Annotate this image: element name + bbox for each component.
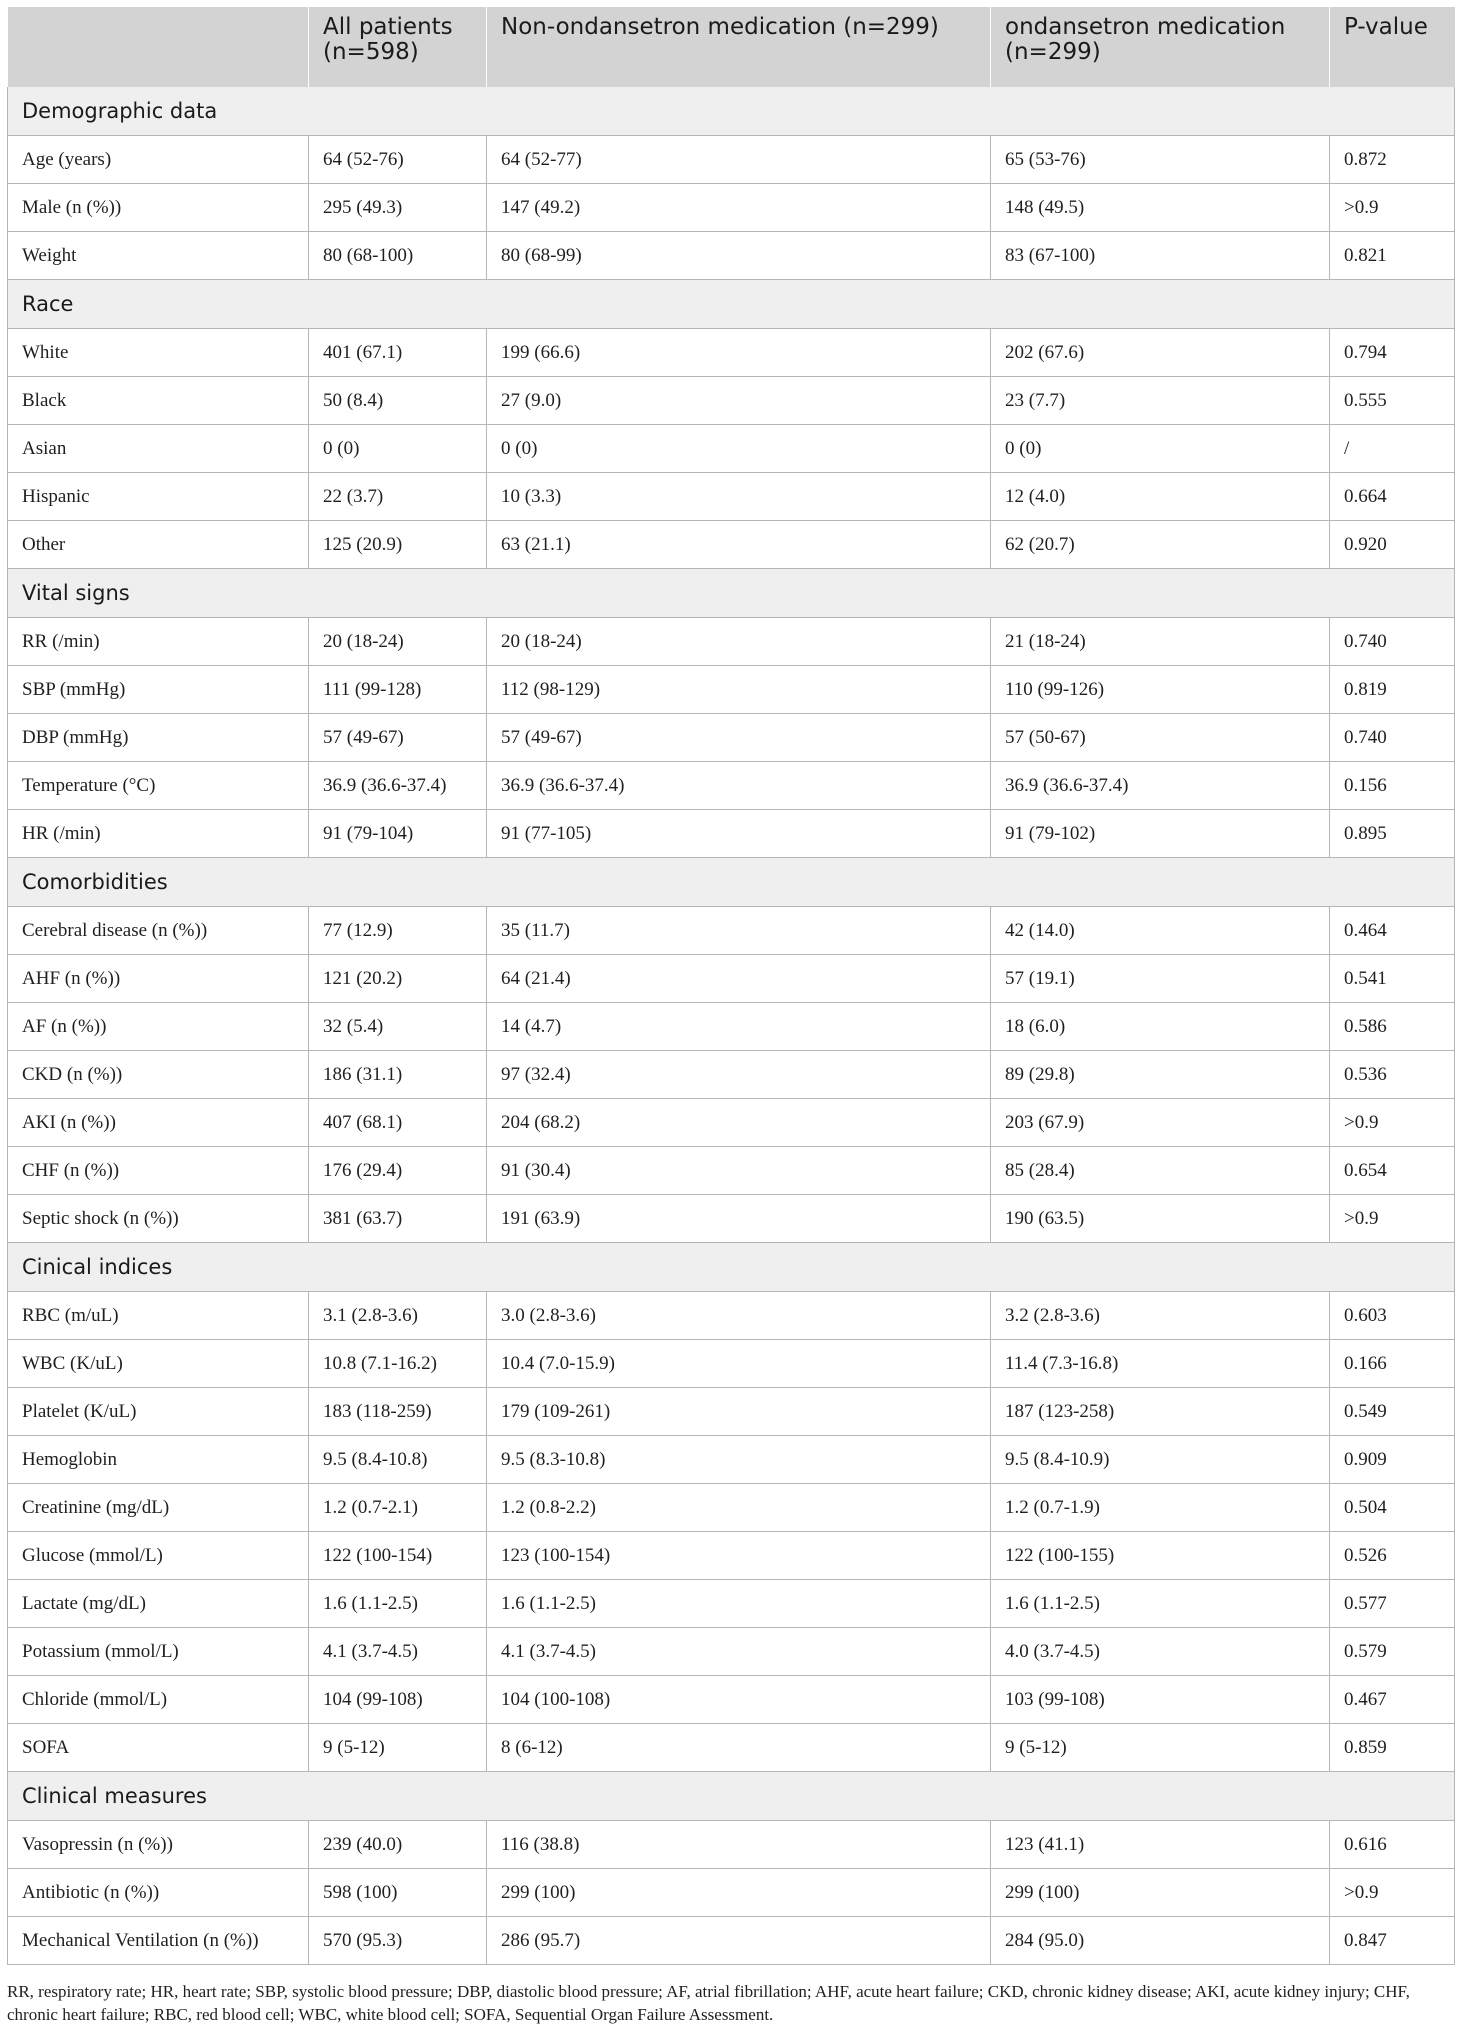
all-patients-cell: 122 (100-154) [309,1532,487,1580]
all-patients-cell: 3.1 (2.8-3.6) [309,1292,487,1340]
p-value-cell: 0.664 [1330,473,1455,521]
all-patients-cell: 57 (49-67) [309,714,487,762]
ondansetron-cell: 57 (50-67) [991,714,1330,762]
ondansetron-cell: 62 (20.7) [991,521,1330,569]
variable-cell: SBP (mmHg) [8,666,309,714]
variable-cell: Other [8,521,309,569]
ondansetron-cell: 299 (100) [991,1869,1330,1917]
section-title: Clinical measures [8,1772,1455,1821]
non-ondansetron-cell: 20 (18-24) [487,618,991,666]
p-value-cell: 0.555 [1330,377,1455,425]
all-patients-cell: 0 (0) [309,425,487,473]
p-value-cell: 0.536 [1330,1051,1455,1099]
ondansetron-cell: 91 (79-102) [991,810,1330,858]
non-ondansetron-cell: 3.0 (2.8-3.6) [487,1292,991,1340]
p-value-cell: 0.526 [1330,1532,1455,1580]
non-ondansetron-cell: 64 (52-77) [487,136,991,184]
non-ondansetron-cell: 10 (3.3) [487,473,991,521]
p-value-cell: 0.847 [1330,1917,1455,1965]
p-value-cell: 0.821 [1330,232,1455,280]
p-value-cell: 0.616 [1330,1821,1455,1869]
ondansetron-cell: 187 (123-258) [991,1388,1330,1436]
variable-cell: CHF (n (%)) [8,1147,309,1195]
all-patients-cell: 36.9 (36.6-37.4) [309,762,487,810]
non-ondansetron-cell: 286 (95.7) [487,1917,991,1965]
table-row [8,473,1455,521]
variable-cell: WBC (K/uL) [8,1340,309,1388]
p-value-cell: 0.577 [1330,1580,1455,1628]
header-ondansetron: ondansetron medication (n=299) [991,7,1330,87]
section-title: Demographic data [8,87,1455,136]
non-ondansetron-cell: 1.6 (1.1-2.5) [487,1580,991,1628]
header-non-ondansetron: Non-ondansetron medication (n=299) [487,7,991,87]
variable-cell: Temperature (°C) [8,762,309,810]
ondansetron-cell: 57 (19.1) [991,955,1330,1003]
non-ondansetron-cell: 57 (49-67) [487,714,991,762]
p-value-cell: 0.586 [1330,1003,1455,1051]
ondansetron-cell: 21 (18-24) [991,618,1330,666]
ondansetron-cell: 0 (0) [991,425,1330,473]
all-patients-cell: 10.8 (7.1-16.2) [309,1340,487,1388]
table-row [8,1532,1455,1580]
ondansetron-cell: 9.5 (8.4-10.9) [991,1436,1330,1484]
section-title: Cinical indices [8,1243,1455,1292]
table-row [8,907,1455,955]
p-value-cell: 0.541 [1330,955,1455,1003]
table-row [8,810,1455,858]
p-value-cell: 0.909 [1330,1436,1455,1484]
baseline-characteristics-table-container [7,7,1454,1965]
p-value-cell: 0.603 [1330,1292,1455,1340]
p-value-cell: >0.9 [1330,1195,1455,1243]
all-patients-cell: 598 (100) [309,1869,487,1917]
section-header-row [8,1772,1455,1821]
p-value-cell: 0.895 [1330,810,1455,858]
ondansetron-cell: 284 (95.0) [991,1917,1330,1965]
non-ondansetron-cell: 64 (21.4) [487,955,991,1003]
non-ondansetron-cell: 91 (30.4) [487,1147,991,1195]
all-patients-cell: 239 (40.0) [309,1821,487,1869]
section-header-row [8,858,1455,907]
ondansetron-cell: 11.4 (7.3-16.8) [991,1340,1330,1388]
ondansetron-cell: 83 (67-100) [991,232,1330,280]
variable-cell: RR (/min) [8,618,309,666]
p-value-cell: 0.156 [1330,762,1455,810]
variable-cell: AHF (n (%)) [8,955,309,1003]
all-patients-cell: 77 (12.9) [309,907,487,955]
table-row [8,1821,1455,1869]
all-patients-cell: 4.1 (3.7-4.5) [309,1628,487,1676]
p-value-cell: 0.920 [1330,521,1455,569]
ondansetron-cell: 85 (28.4) [991,1147,1330,1195]
table-row [8,1484,1455,1532]
table-row [8,1195,1455,1243]
table-row [8,1628,1455,1676]
non-ondansetron-cell: 10.4 (7.0-15.9) [487,1340,991,1388]
table-row [8,1676,1455,1724]
ondansetron-cell: 23 (7.7) [991,377,1330,425]
non-ondansetron-cell: 116 (38.8) [487,1821,991,1869]
table-row [8,1580,1455,1628]
p-value-cell: 0.740 [1330,714,1455,762]
all-patients-cell: 80 (68-100) [309,232,487,280]
variable-cell: White [8,329,309,377]
table-row [8,1051,1455,1099]
p-value-cell: 0.166 [1330,1340,1455,1388]
table-row [8,1917,1455,1965]
table-row [8,1003,1455,1051]
all-patients-cell: 104 (99-108) [309,1676,487,1724]
p-value-cell: 0.579 [1330,1628,1455,1676]
p-value-cell: 0.740 [1330,618,1455,666]
table-row [8,1436,1455,1484]
non-ondansetron-cell: 123 (100-154) [487,1532,991,1580]
p-value-cell: 0.654 [1330,1147,1455,1195]
all-patients-cell: 401 (67.1) [309,329,487,377]
ondansetron-cell: 203 (67.9) [991,1099,1330,1147]
variable-cell: Hispanic [8,473,309,521]
non-ondansetron-cell: 112 (98-129) [487,666,991,714]
non-ondansetron-cell: 4.1 (3.7-4.5) [487,1628,991,1676]
table-row [8,1099,1455,1147]
variable-cell: SOFA [8,1724,309,1772]
ondansetron-cell: 9 (5-12) [991,1724,1330,1772]
variable-cell: Asian [8,425,309,473]
section-header-row [8,280,1455,329]
variable-cell: Weight [8,232,309,280]
table-row [8,762,1455,810]
non-ondansetron-cell: 35 (11.7) [487,907,991,955]
table-row [8,232,1455,280]
baseline-characteristics-table [7,7,1455,1965]
section-header-row [8,87,1455,136]
non-ondansetron-cell: 14 (4.7) [487,1003,991,1051]
table-row [8,1147,1455,1195]
all-patients-cell: 20 (18-24) [309,618,487,666]
variable-cell: Black [8,377,309,425]
table-row [8,714,1455,762]
ondansetron-cell: 1.2 (0.7-1.9) [991,1484,1330,1532]
all-patients-cell: 9.5 (8.4-10.8) [309,1436,487,1484]
all-patients-cell: 186 (31.1) [309,1051,487,1099]
all-patients-cell: 295 (49.3) [309,184,487,232]
variable-cell: Mechanical Ventilation (n (%)) [8,1917,309,1965]
variable-cell: Antibiotic (n (%)) [8,1869,309,1917]
table-row [8,618,1455,666]
variable-cell: Lactate (mg/dL) [8,1580,309,1628]
p-value-cell: 0.464 [1330,907,1455,955]
ondansetron-cell: 123 (41.1) [991,1821,1330,1869]
p-value-cell: 0.859 [1330,1724,1455,1772]
p-value-cell: 0.504 [1330,1484,1455,1532]
variable-cell: Hemoglobin [8,1436,309,1484]
table-row [8,1292,1455,1340]
non-ondansetron-cell: 147 (49.2) [487,184,991,232]
table-row [8,1340,1455,1388]
table-body [8,87,1455,1965]
all-patients-cell: 183 (118-259) [309,1388,487,1436]
section-title: Race [8,280,1455,329]
table-row [8,377,1455,425]
all-patients-cell: 9 (5-12) [309,1724,487,1772]
non-ondansetron-cell: 97 (32.4) [487,1051,991,1099]
non-ondansetron-cell: 179 (109-261) [487,1388,991,1436]
ondansetron-cell: 103 (99-108) [991,1676,1330,1724]
table-row [8,329,1455,377]
all-patients-cell: 64 (52-76) [309,136,487,184]
p-value-cell: 0.819 [1330,666,1455,714]
all-patients-cell: 1.2 (0.7-2.1) [309,1484,487,1532]
ondansetron-cell: 36.9 (36.6-37.4) [991,762,1330,810]
non-ondansetron-cell: 36.9 (36.6-37.4) [487,762,991,810]
ondansetron-cell: 110 (99-126) [991,666,1330,714]
all-patients-cell: 121 (20.2) [309,955,487,1003]
table-row [8,1724,1455,1772]
all-patients-cell: 407 (68.1) [309,1099,487,1147]
table-header [8,7,1455,87]
ondansetron-cell: 122 (100-155) [991,1532,1330,1580]
all-patients-cell: 32 (5.4) [309,1003,487,1051]
header-p-value: P-value [1330,7,1455,87]
non-ondansetron-cell: 8 (6-12) [487,1724,991,1772]
all-patients-cell: 111 (99-128) [309,666,487,714]
section-title: Comorbidities [8,858,1455,907]
ondansetron-cell: 190 (63.5) [991,1195,1330,1243]
variable-cell: Potassium (mmol/L) [8,1628,309,1676]
p-value-cell: 0.872 [1330,136,1455,184]
variable-cell: Cerebral disease (n (%)) [8,907,309,955]
p-value-cell: >0.9 [1330,1099,1455,1147]
ondansetron-cell: 65 (53-76) [991,136,1330,184]
ondansetron-cell: 202 (67.6) [991,329,1330,377]
table-row [8,955,1455,1003]
table-row [8,521,1455,569]
variable-cell: DBP (mmHg) [8,714,309,762]
table-row [8,666,1455,714]
p-value-cell: / [1330,425,1455,473]
ondansetron-cell: 42 (14.0) [991,907,1330,955]
non-ondansetron-cell: 104 (100-108) [487,1676,991,1724]
ondansetron-cell: 4.0 (3.7-4.5) [991,1628,1330,1676]
all-patients-cell: 570 (95.3) [309,1917,487,1965]
header-row [8,7,1455,87]
non-ondansetron-cell: 27 (9.0) [487,377,991,425]
all-patients-cell: 50 (8.4) [309,377,487,425]
p-value-cell: 0.794 [1330,329,1455,377]
p-value-cell: >0.9 [1330,184,1455,232]
non-ondansetron-cell: 80 (68-99) [487,232,991,280]
non-ondansetron-cell: 299 (100) [487,1869,991,1917]
section-header-row [8,569,1455,618]
all-patients-cell: 176 (29.4) [309,1147,487,1195]
table-row [8,425,1455,473]
header-variable-column [8,7,309,87]
p-value-cell: 0.467 [1330,1676,1455,1724]
header-all-patients: All patients (n=598) [309,7,487,87]
non-ondansetron-cell: 91 (77-105) [487,810,991,858]
non-ondansetron-cell: 199 (66.6) [487,329,991,377]
all-patients-cell: 1.6 (1.1-2.5) [309,1580,487,1628]
variable-cell: RBC (m/uL) [8,1292,309,1340]
table-footnote: RR, respiratory rate; HR, heart rate; SBP, systolic blood pressure; DBP, diastolic blood pressure; AF, atrial fibrillation; AHF, acute heart failure; CKD, chronic kidney disease; AKI, acute kidney injury; CHF, chronic heart failure; RBC, red blood cell; WBC, white blood cell; SOFA, Sequential Organ Failure Assessment. [7,1982,1410,2024]
ondansetron-cell: 1.6 (1.1-2.5) [991,1580,1330,1628]
non-ondansetron-cell: 204 (68.2) [487,1099,991,1147]
variable-cell: Chloride (mmol/L) [8,1676,309,1724]
all-patients-cell: 125 (20.9) [309,521,487,569]
non-ondansetron-cell: 0 (0) [487,425,991,473]
all-patients-cell: 91 (79-104) [309,810,487,858]
all-patients-cell: 381 (63.7) [309,1195,487,1243]
table-row [8,1388,1455,1436]
p-value-cell: 0.549 [1330,1388,1455,1436]
non-ondansetron-cell: 191 (63.9) [487,1195,991,1243]
variable-cell: Vasopressin (n (%)) [8,1821,309,1869]
ondansetron-cell: 3.2 (2.8-3.6) [991,1292,1330,1340]
ondansetron-cell: 12 (4.0) [991,473,1330,521]
variable-cell: Male (n (%)) [8,184,309,232]
non-ondansetron-cell: 63 (21.1) [487,521,991,569]
section-header-row [8,1243,1455,1292]
table-row [8,1869,1455,1917]
variable-cell: HR (/min) [8,810,309,858]
variable-cell: Platelet (K/uL) [8,1388,309,1436]
variable-cell: AKI (n (%)) [8,1099,309,1147]
section-title: Vital signs [8,569,1455,618]
non-ondansetron-cell: 9.5 (8.3-10.8) [487,1436,991,1484]
ondansetron-cell: 89 (29.8) [991,1051,1330,1099]
table-row [8,136,1455,184]
variable-cell: Glucose (mmol/L) [8,1532,309,1580]
variable-cell: AF (n (%)) [8,1003,309,1051]
all-patients-cell: 22 (3.7) [309,473,487,521]
table-row [8,184,1455,232]
ondansetron-cell: 18 (6.0) [991,1003,1330,1051]
variable-cell: Septic shock (n (%)) [8,1195,309,1243]
ondansetron-cell: 148 (49.5) [991,184,1330,232]
variable-cell: Age (years) [8,136,309,184]
non-ondansetron-cell: 1.2 (0.8-2.2) [487,1484,991,1532]
variable-cell: CKD (n (%)) [8,1051,309,1099]
p-value-cell: >0.9 [1330,1869,1455,1917]
variable-cell: Creatinine (mg/dL) [8,1484,309,1532]
